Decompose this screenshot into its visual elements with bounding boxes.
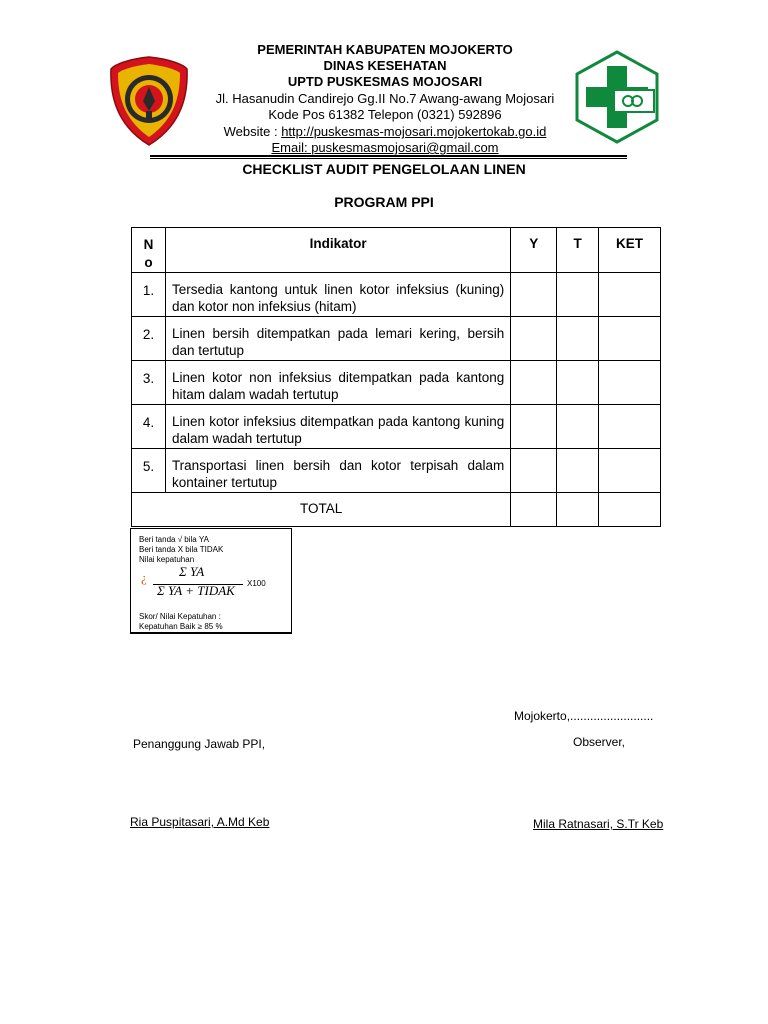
- total-label: TOTAL: [132, 493, 511, 527]
- header-y: Y: [511, 228, 557, 273]
- cell-y[interactable]: [511, 317, 557, 361]
- table-total-row: [132, 493, 661, 527]
- formula-prefix: ¿: [141, 570, 147, 585]
- cell-y[interactable]: [511, 405, 557, 449]
- row-number: 1.: [132, 273, 166, 317]
- row-number: 2.: [132, 317, 166, 361]
- document-title: CHECKLIST AUDIT PENGELOLAAN LINEN: [242, 161, 526, 177]
- cell-ket[interactable]: [599, 317, 661, 361]
- row-number: 3.: [132, 361, 166, 405]
- cell-t[interactable]: [557, 405, 599, 449]
- row-indicator: Linen kotor infeksius ditempatkan pada kantong kuning dalam wadah tertutup: [165, 405, 510, 449]
- email-link[interactable]: Email: puskesmasmojosari@gmail.com: [271, 140, 499, 155]
- cell-t[interactable]: [557, 361, 599, 405]
- cell-ket[interactable]: [599, 273, 661, 317]
- table-row: [132, 273, 661, 317]
- cell-ket[interactable]: [599, 361, 661, 405]
- compliance-formula: [139, 564, 289, 603]
- row-number: 5.: [132, 449, 166, 493]
- legend-compliance: Nilai kepatuhan: [139, 555, 195, 564]
- right-signatory-name: Mila Ratnasari, S.Tr Keb: [533, 817, 664, 831]
- place-date: Mojokerto,.........................: [514, 709, 654, 723]
- legend-good-compliance: Kepatuhan Baik ≥ 85 %: [139, 622, 223, 631]
- formula-multiplier: X100: [247, 579, 266, 588]
- table-row: [132, 361, 661, 405]
- row-indicator: Transportasi linen bersih dan kotor terpisah dalam kontainer tertutup: [165, 449, 510, 493]
- cell-ket[interactable]: [599, 449, 661, 493]
- header-address: Jl. Hasanudin Candirejo Gg.II No.7 Awang-awang Mojosari: [215, 91, 555, 106]
- legend-yes: Beri tanda √ bila YA: [139, 535, 209, 544]
- legend-no: Beri tanda X bila TIDAK: [139, 545, 224, 554]
- legend-score: Skor/ Nilai Kepatuhan :: [139, 612, 221, 621]
- website-link[interactable]: http://puskesmas-mojosari.mojokertokab.go.id: [281, 124, 547, 139]
- checklist-table: [131, 227, 661, 527]
- cell-y[interactable]: [511, 361, 557, 405]
- left-signatory-name: Ria Puspitasari, A.Md Keb: [130, 815, 270, 829]
- row-indicator: Tersedia kantong untuk linen kotor infeksius (kuning) dan kotor non infeksius (hitam): [165, 273, 510, 317]
- header-divider-thin: [150, 158, 627, 159]
- cell-y[interactable]: [511, 273, 557, 317]
- header-government: PEMERINTAH KABUPATEN MOJOKERTO: [257, 42, 513, 57]
- row-indicator: Linen kotor non infeksius ditempatkan pada kantong hitam dalam wadah tertutup: [165, 361, 510, 405]
- header-ket: KET: [599, 228, 661, 273]
- header-institution: UPTD PUSKESMAS MOJOSARI: [287, 74, 483, 89]
- website-label: Website :: [223, 124, 282, 139]
- document-subtitle: PROGRAM PPI: [334, 194, 434, 210]
- cell-t[interactable]: [557, 273, 599, 317]
- table-row: [132, 317, 661, 361]
- regency-shield-logo-icon: [108, 55, 190, 147]
- header-no: N o: [132, 228, 166, 273]
- table-row: [132, 449, 661, 493]
- table-header-row: [132, 228, 661, 273]
- cell-y[interactable]: [511, 449, 557, 493]
- puskesmas-cross-logo-icon: [574, 50, 660, 144]
- header-email: [185, 140, 585, 155]
- header-postal: Kode Pos 61382 Telepon (0321) 592896: [268, 107, 502, 122]
- cell-t[interactable]: [557, 317, 599, 361]
- header-indikator: Indikator: [165, 228, 510, 273]
- total-ket[interactable]: [599, 493, 661, 527]
- total-t[interactable]: [557, 493, 599, 527]
- formula-numerator: Σ YA: [179, 564, 205, 579]
- cell-ket[interactable]: [599, 405, 661, 449]
- header-t: T: [557, 228, 599, 273]
- scoring-legend-box: [130, 528, 292, 634]
- left-signatory-role: Penanggung Jawab PPI,: [133, 737, 266, 751]
- header-website: [185, 124, 585, 139]
- right-signatory-role: Observer,: [573, 735, 626, 749]
- row-indicator: Linen bersih ditempatkan pada lemari kering, bersih dan tertutup: [165, 317, 510, 361]
- formula-denominator: Σ YA + TIDAK: [157, 583, 235, 598]
- header-department: DINAS KESEHATAN: [323, 58, 447, 73]
- header-divider: [150, 155, 627, 157]
- cell-t[interactable]: [557, 449, 599, 493]
- row-number: 4.: [132, 405, 166, 449]
- total-y[interactable]: [511, 493, 557, 527]
- table-row: [132, 405, 661, 449]
